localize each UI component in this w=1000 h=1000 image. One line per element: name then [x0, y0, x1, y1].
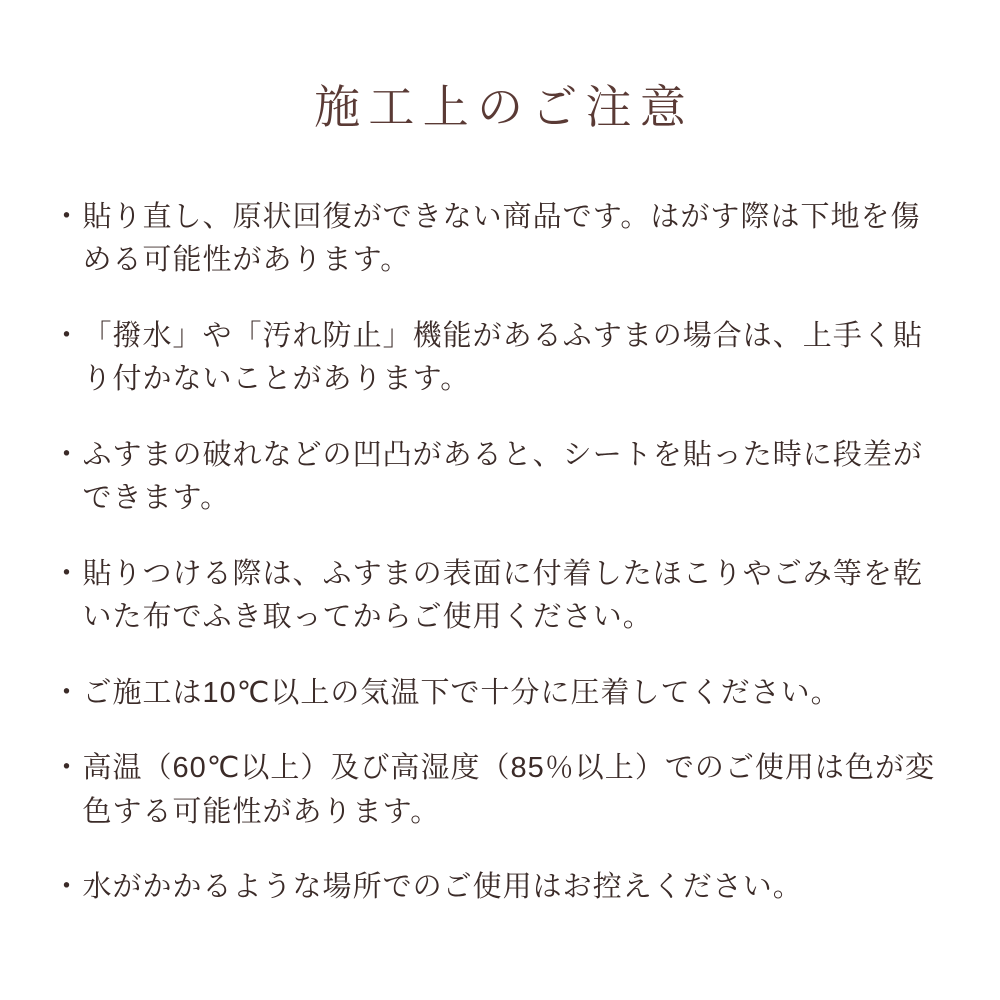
list-item	[52, 315, 942, 402]
bullet-icon: ・	[52, 319, 83, 352]
bullet-icon: ・	[52, 871, 83, 904]
bullet-icon: ・	[52, 676, 83, 709]
list-item	[52, 196, 942, 283]
list-item	[52, 747, 942, 834]
bullet-icon: ・	[52, 438, 83, 471]
note-text: 貼りつける際は、ふすまの表面に付着したほこりやごみ等を乾いた布でふき取ってからご使用ください。	[82, 557, 923, 634]
note-text: ご施工は10℃以上の気温下で十分に圧着してください。	[82, 676, 841, 709]
list-item	[52, 866, 942, 910]
note-text: 高温（60℃以上）及び高湿度（85％以上）でのご使用は色が変色する可能性があります。	[82, 752, 935, 828]
notes-list	[40, 196, 960, 910]
note-text: 貼り直し、原状回復ができない商品です。はがす際は下地を傷める可能性があります。	[82, 200, 921, 277]
list-item	[52, 553, 942, 640]
list-item	[52, 672, 942, 716]
bullet-icon: ・	[52, 752, 83, 785]
list-item	[52, 434, 942, 521]
note-text: ふすまの破れなどの凹凸があると、シートを貼った時に段差ができます。	[82, 438, 923, 515]
note-text: 「撥水」や「汚れ防止」機能があるふすまの場合は、上手く貼り付かないことがあります。	[82, 319, 923, 396]
page-title: 施工上のご注意	[314, 81, 695, 133]
bullet-icon: ・	[52, 200, 83, 233]
note-text: 水がかかるような場所でのご使用はお控えください。	[82, 871, 803, 904]
bullet-icon: ・	[52, 557, 83, 590]
